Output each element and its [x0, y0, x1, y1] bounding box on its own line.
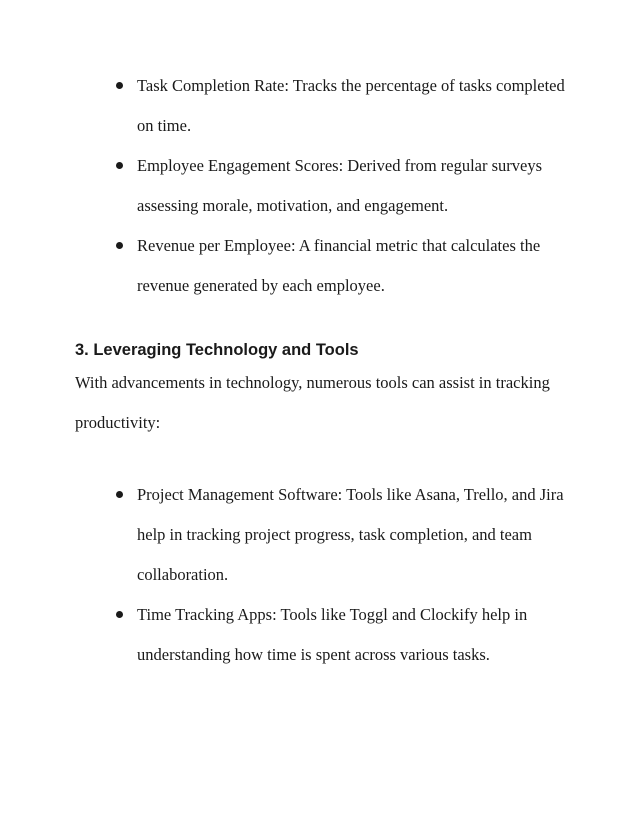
tools-bullet-list: [116, 475, 576, 675]
bullet-icon: [116, 611, 123, 618]
list-item: [116, 226, 576, 306]
section-heading: 3. Leveraging Technology and Tools: [75, 341, 359, 359]
list-item-text: Employee Engagement Scores: Derived from regular surveys assessing morale, motivation, and engagement.: [137, 156, 543, 215]
bullet-icon: [116, 242, 123, 249]
bullet-icon: [116, 162, 123, 169]
list-item: [116, 146, 576, 226]
list-item-text: Revenue per Employee: A financial metric that calculates the revenue generated by each employee.: [137, 236, 541, 295]
metrics-bullet-list: [116, 66, 576, 306]
list-item-text: Task Completion Rate: Tracks the percentage of tasks completed on time.: [137, 76, 565, 135]
list-item: [116, 66, 576, 146]
list-item-text: Time Tracking Apps: Tools like Toggl and Clockify help in understanding how time is spent across various tasks.: [137, 605, 528, 664]
list-item-text: Project Management Software: Tools like Asana, Trello, and Jira help in tracking project progress, task completion, and team collaboration.: [137, 485, 564, 584]
list-item: [116, 595, 576, 675]
bullet-icon: [116, 491, 123, 498]
section-intro-paragraph: With advancements in technology, numerous tools can assist in tracking productivity:: [75, 373, 550, 432]
list-item: [116, 475, 576, 595]
bullet-icon: [116, 82, 123, 89]
